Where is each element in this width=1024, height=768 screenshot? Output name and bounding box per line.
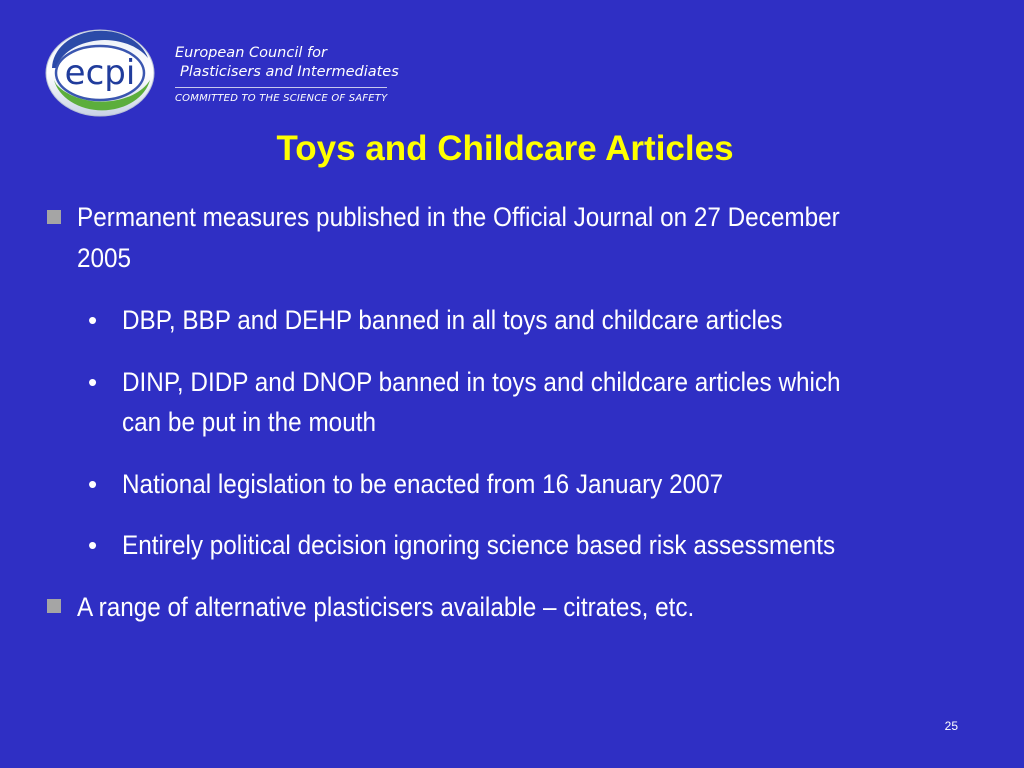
header-divider: [175, 87, 387, 88]
dot-bullet: •: [88, 469, 98, 499]
organization-name: [175, 44, 399, 82]
bullet-1-line-2: 2005: [77, 243, 132, 273]
dot-bullet: •: [88, 530, 98, 560]
dot-bullet: •: [88, 305, 98, 335]
square-bullet: [47, 599, 61, 613]
sub-bullet-1-line-1: DBP, BBP and DEHP banned in all toys and childcare articles: [122, 305, 783, 335]
ecpi-logo: [44, 28, 158, 118]
bullet-2-line-1: A range of alternative plasticisers available – citrates, etc.: [77, 592, 695, 622]
sub-bullet-3-line-1: National legislation to be enacted from 16 January 2007: [122, 469, 724, 499]
page-number: 25: [944, 719, 958, 733]
sub-bullet-2-line-1: DINP, DIDP and DNOP banned in toys and childcare articles which: [122, 367, 841, 397]
org-tagline: COMMITTED TO THE SCIENCE OF SAFETY: [175, 93, 388, 104]
slide-title: Toys and Childcare Articles: [276, 129, 734, 168]
square-bullet: [47, 210, 61, 224]
sub-bullet-4-line-1: Entirely political decision ignoring science based risk assessments: [122, 530, 836, 560]
org-name-line-2: Plasticisers and Intermediates: [180, 64, 399, 80]
org-name-line-1: European Council for: [175, 45, 327, 61]
sub-bullet-2-line-2: can be put in the mouth: [122, 407, 376, 437]
dot-bullet: •: [88, 367, 98, 397]
bullet-1-line-1: Permanent measures published in the Official Journal on 27 December: [77, 202, 840, 232]
logo-wordmark: ecpi: [64, 53, 136, 93]
